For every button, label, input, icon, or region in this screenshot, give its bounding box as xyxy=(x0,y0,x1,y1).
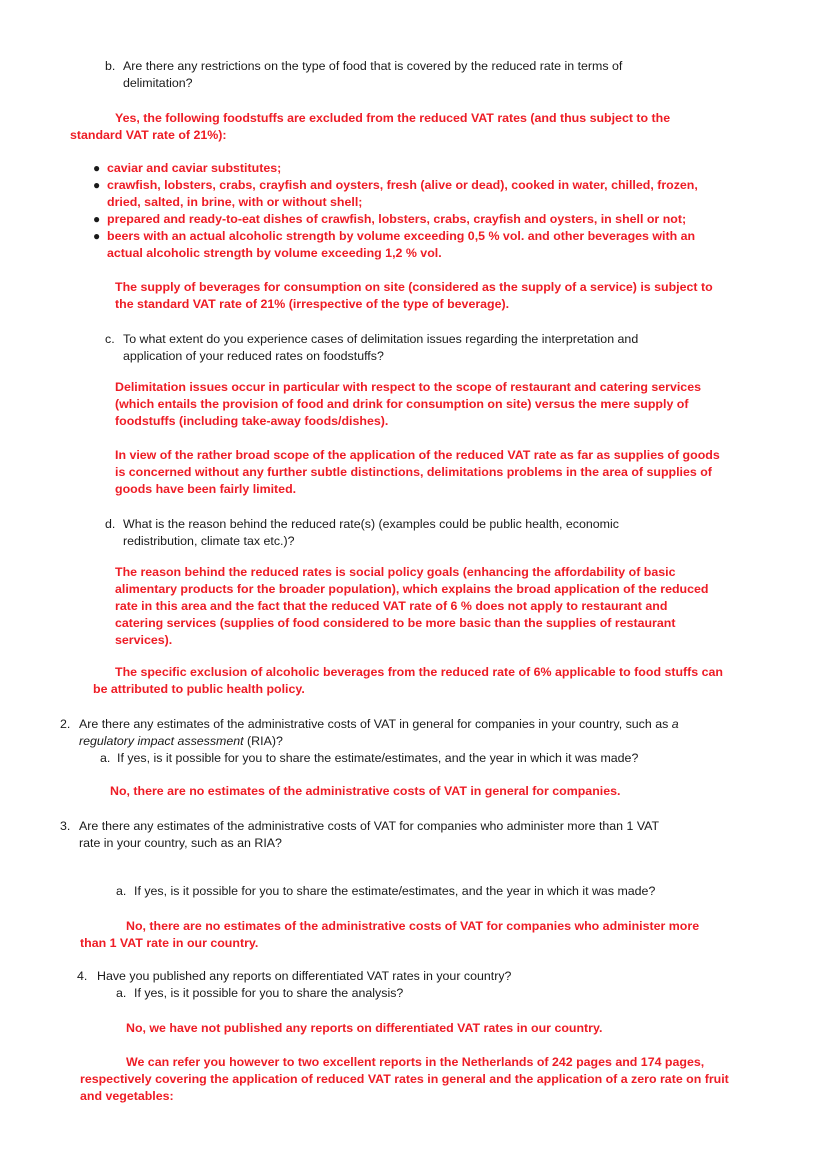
answer-c-p2-line1: In view of the rather broad scope of the application of the reduced VAT rate as far as supplies of goods xyxy=(115,448,720,462)
bullet-dot-icon: ● xyxy=(93,161,101,175)
answer-d-p1-line3: rate in this area and the fact that the reduced VAT rate of 6 % does not apply to restaurant and xyxy=(115,599,668,613)
answer-4-refer-line1: We can refer you however to two excellent reports in the Netherlands of 242 pages and 174 pages, xyxy=(126,1055,705,1069)
bullet-2-line2: dried, salted, in brine, with or without shell; xyxy=(107,195,363,209)
question-2-line2: regulatory impact assessment (RIA)? xyxy=(79,734,283,748)
question-3-line2: rate in your country, such as an RIA? xyxy=(79,836,282,850)
question-d-line1: What is the reason behind the reduced rate(s) (examples could be public health, economic xyxy=(123,517,619,531)
answer-d-p1-line2: alimentary products for the broader population), which explains the broad application of the reduced xyxy=(115,582,709,596)
answer-2: No, there are no estimates of the administrative costs of VAT in general for companies. xyxy=(110,784,621,798)
answer-4-refer-line2: respectively covering the application of reduced VAT rates in general and the application of a zero rate on fruit xyxy=(80,1072,729,1086)
answer-d-p1-line5: services). xyxy=(115,633,173,647)
question-3-line1: Are there any estimates of the administrative costs of VAT for companies who administer more than 1 VAT xyxy=(79,819,660,833)
answer-c-p1-line1: Delimitation issues occur in particular with respect to the scope of restaurant and catering services xyxy=(115,380,701,394)
question-2a-text: If yes, is it possible for you to share the estimate/estimates, and the year in which it was made? xyxy=(117,751,639,765)
answer-c-p1-line3: foodstuffs (including take-away foods/dishes). xyxy=(115,414,389,428)
answer-d-p1-line4: catering services (supplies of food considered to be more basic than the supplies of restaurant xyxy=(115,616,676,630)
question-3-marker: 3. xyxy=(60,819,71,833)
question-b-marker: b. xyxy=(105,59,116,73)
question-3a-marker: a. xyxy=(116,884,127,898)
answer-3-line2: than 1 VAT rate in our country. xyxy=(80,936,259,950)
question-2a-marker: a. xyxy=(100,751,111,765)
question-d-line2: redistribution, climate tax etc.)? xyxy=(123,534,295,548)
answer-b-intro-line1: Yes, the following foodstuffs are excluded from the reduced VAT rates (and thus subject to the xyxy=(115,111,671,125)
bullet-1: caviar and caviar substitutes; xyxy=(107,161,282,175)
question-2-line1: Are there any estimates of the administrative costs of VAT in general for companies in your country, such as a xyxy=(79,717,679,731)
answer-b-beverages-line2: the standard VAT rate of 21% (irrespective of the type of beverage). xyxy=(115,297,510,311)
question-4a-marker: a. xyxy=(116,986,127,1000)
answer-4: No, we have not published any reports on differentiated VAT rates in our country. xyxy=(126,1021,603,1035)
answer-b-beverages-line1: The supply of beverages for consumption on site (considered as the supply of a service) is subject to xyxy=(115,280,713,294)
question-2-marker: 2. xyxy=(60,717,71,731)
question-b-line1: Are there any restrictions on the type of food that is covered by the reduced rate in terms of xyxy=(123,59,623,73)
question-4-marker: 4. xyxy=(77,969,88,983)
answer-c-p1-line2: (which entails the provision of food and drink for consumption on site) versus the mere supply of xyxy=(115,397,689,411)
answer-b-intro-line2: standard VAT rate of 21%): xyxy=(70,128,227,142)
answer-c-p2-line3: goods have been fairly limited. xyxy=(115,482,297,496)
bullet-4-line2: actual alcoholic strength by volume exceeding 1,2 % vol. xyxy=(107,246,442,260)
question-c-line2: application of your reduced rates on foodstuffs? xyxy=(123,349,384,363)
answer-d-p2-line2: be attributed to public health policy. xyxy=(93,682,305,696)
question-4-line1: Have you published any reports on differentiated VAT rates in your country? xyxy=(97,969,512,983)
answer-3-line1: No, there are no estimates of the administrative costs of VAT for companies who administer more xyxy=(126,919,700,933)
bullet-3: prepared and ready-to-eat dishes of crawfish, lobsters, crabs, crayfish and oysters, in shell or not; xyxy=(107,212,687,226)
bullet-dot-icon: ● xyxy=(93,212,101,226)
question-b-line2: delimitation? xyxy=(123,76,193,90)
bullet-dot-icon: ● xyxy=(93,229,101,243)
bullet-4-line1: beers with an actual alcoholic strength by volume exceeding 0,5 % vol. and other beverages with an xyxy=(107,229,696,243)
question-c-marker: c. xyxy=(105,332,115,346)
answer-4-refer-line3: and vegetables: xyxy=(80,1089,174,1103)
question-3a-text: If yes, is it possible for you to share the estimate/estimates, and the year in which it was made? xyxy=(134,884,656,898)
question-d-marker: d. xyxy=(105,517,116,531)
bullet-2-line1: crawfish, lobsters, crabs, crayfish and oysters, fresh (alive or dead), cooked in water, chilled, frozen, xyxy=(107,178,698,192)
answer-d-p1-line1: The reason behind the reduced rates is social policy goals (enhancing the affordability of basic xyxy=(115,565,676,579)
answer-d-p2-line1: The specific exclusion of alcoholic beverages from the reduced rate of 6% applicable to food stuffs can xyxy=(115,665,723,679)
question-4a-text: If yes, is it possible for you to share the analysis? xyxy=(134,986,404,1000)
question-c-line1: To what extent do you experience cases of delimitation issues regarding the interpretation and xyxy=(123,332,639,346)
bullet-dot-icon: ● xyxy=(93,178,101,192)
answer-c-p2-line2: is concerned without any further subtle distinctions, delimitations problems in the area of supplies of xyxy=(115,465,712,479)
